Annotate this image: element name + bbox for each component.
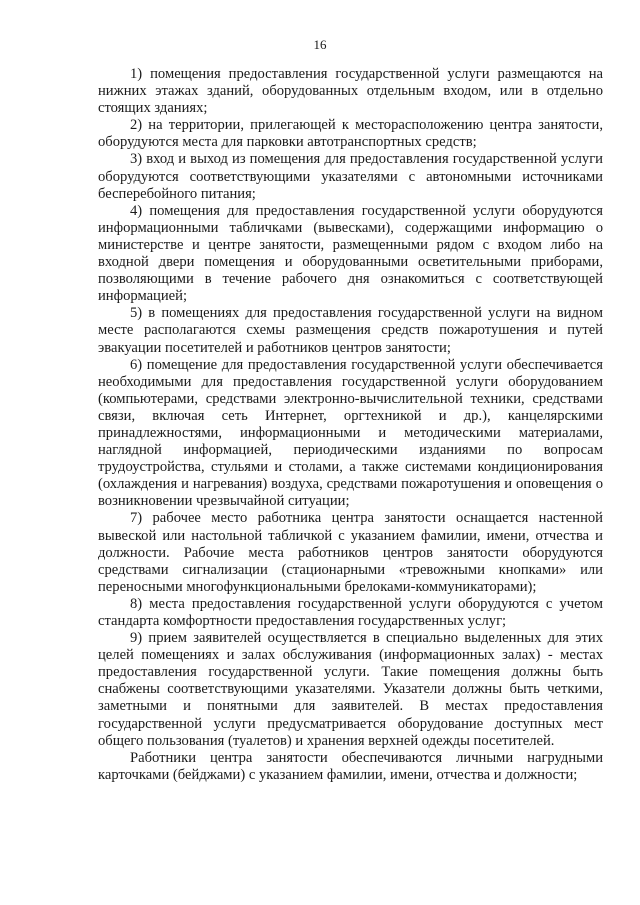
paragraph-3: 3) вход и выход из помещения для предоставления государственной услуги оборудуются соответствующими указателями с автономными источниками бесперебойного питания; [98, 151, 603, 202]
document-body [98, 66, 603, 784]
paragraph-7: 7) рабочее место работника центра занятости оснащается настенной вывеской или настольной табличкой с указанием фамилии, имени, отчества и должности. Рабочие места работников центров занятости оборудуются средствами сигнализации (стационарными «тревожными кнопками» или переносными многофункциональными брелоками-коммуникаторами); [98, 510, 603, 595]
paragraph-9: 9) прием заявителей осуществляется в специально выделенных для этих целей помещениях и залах обслуживания (информационных залах) - местах предоставления государственной услуги. Такие помещения должны быть снабжены соответствующими указателями. Указатели должны быть четкими, заметными и понятными для заявителей. В местах предоставления государственной услуги предусматривается оборудование доступных мест общего пользования (туалетов) и хранения верхней одежды посетителей. [98, 630, 603, 749]
paragraph-10: Работники центра занятости обеспечиваются личными нагрудными карточками (бейджами) с указанием фамилии, имени, отчества и должности; [98, 749, 603, 783]
page-number: 16 [313, 37, 327, 52]
paragraph-4: 4) помещения для предоставления государственной услуги оборудуются информационными табличками (вывесками), содержащими информацию о министерстве и центре занятости, размещенными рядом с входом либо на входной двери помещения и оборудованными осветительными приборами, позволяющими в течение рабочего дня ознакомиться с соответствующей информацией; [98, 202, 603, 305]
paragraph-2: 2) на территории, прилегающей к месторасположению центра занятости, оборудуются места для парковки автотранспортных средств; [98, 117, 603, 151]
paragraph-5: 5) в помещениях для предоставления государственной услуги на видном месте располагаются схемы размещения средств пожаротушения и путей эвакуации посетителей и работников центров занятости; [98, 305, 603, 356]
paragraph-6: 6) помещение для предоставления государственной услуги обеспечивается необходимыми для предоставления государственной услуги оборудованием (компьютерами, средствами электронно-вычислительной техники, средствами связи, включая сеть Интернет, оргтехникой и др.), канцелярскими принадлежностями, информационными и методическими материалами, наглядной информацией, периодическими изданиями по вопросам трудоустройства, стульями и столами, а также системами кондиционирования (охлаждения и нагревания) воздуха, средствами пожаротушения и оповещения о возникновении чрезвычайной ситуации; [98, 356, 603, 510]
paragraph-8: 8) места предоставления государственной услуги оборудуются с учетом стандарта комфортности предоставления государственных услуг; [98, 595, 603, 629]
paragraph-1: 1) помещения предоставления государственной услуги размещаются на нижних этажах зданий, оборудованных отдельным входом, или в отдельно стоящих зданиях; [98, 66, 603, 117]
